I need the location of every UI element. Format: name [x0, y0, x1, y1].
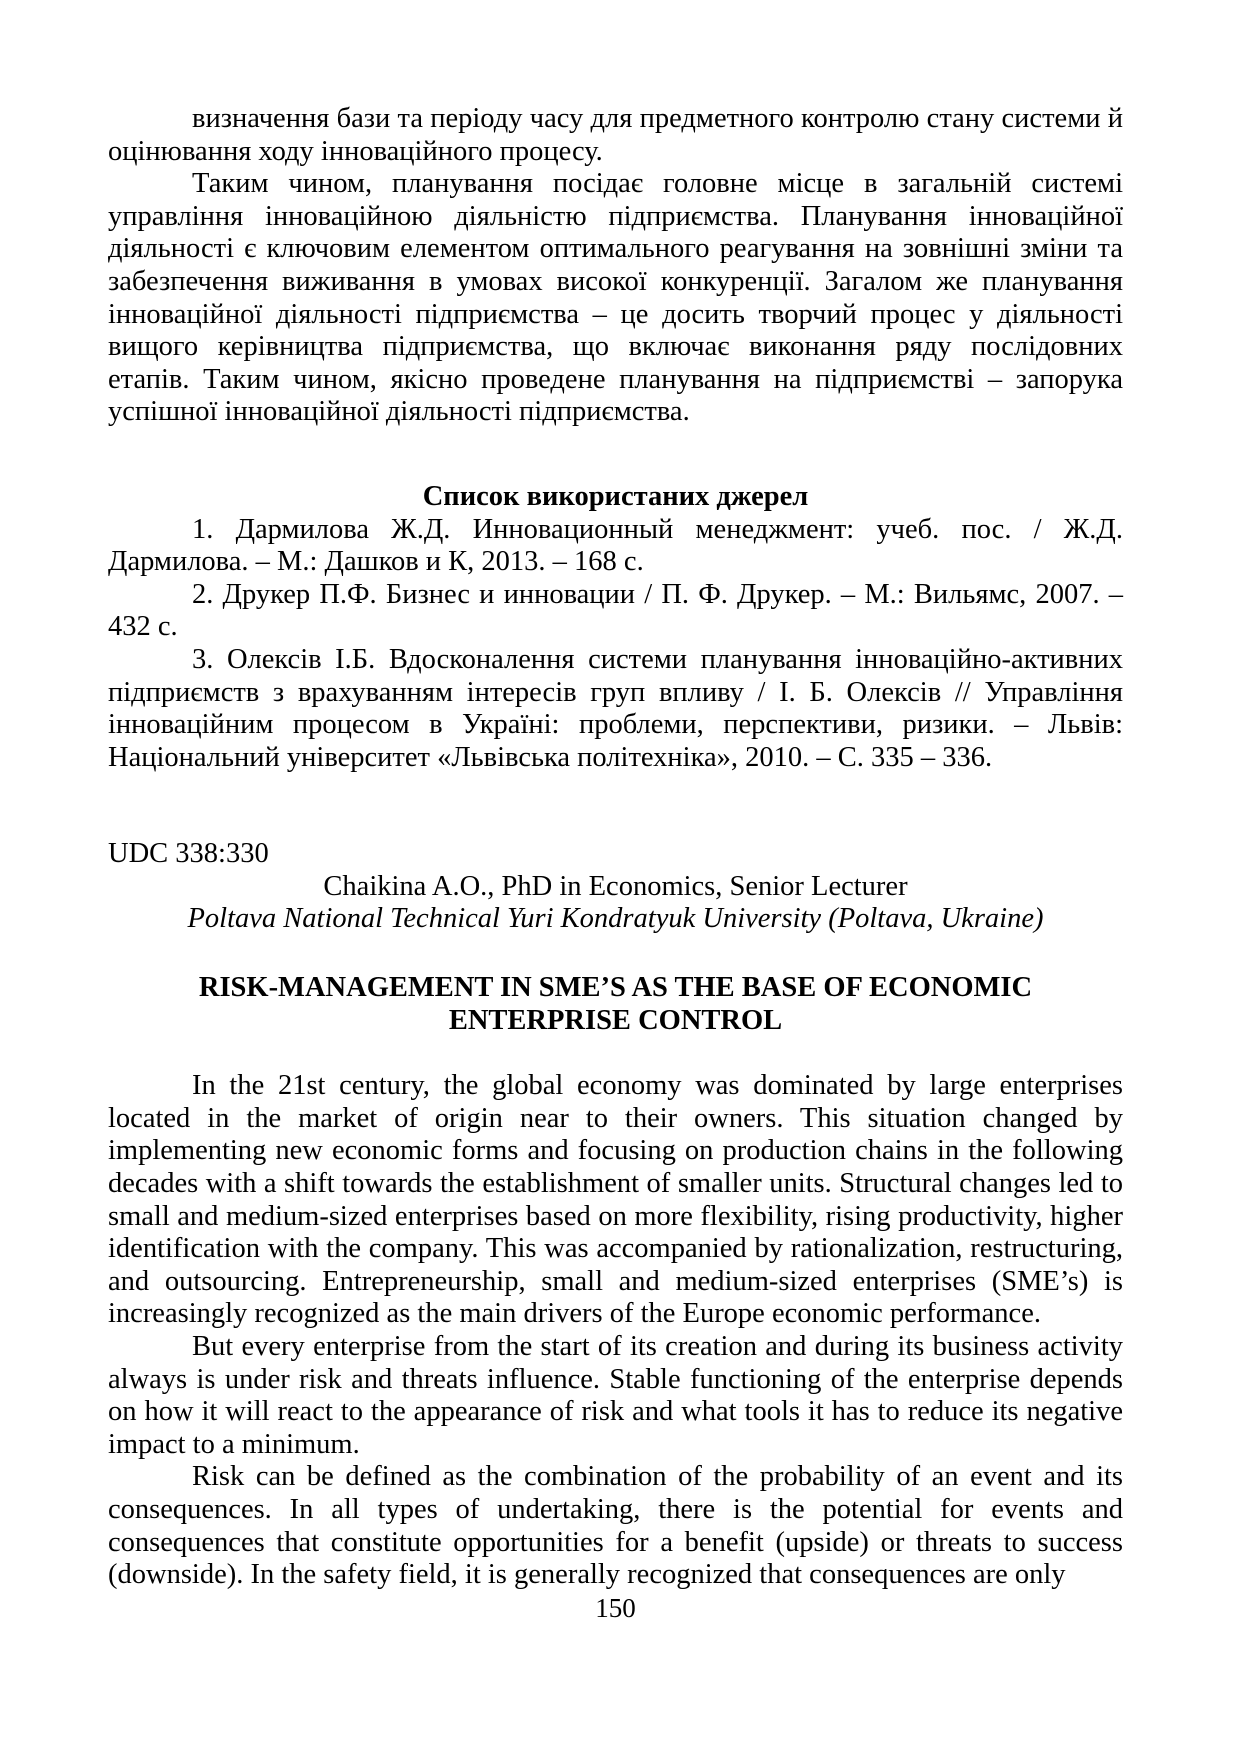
reference-item-2: 2. Друкер П.Ф. Бизнес и инновации / П. Ф. Друкер. – М.: Вильямс, 2007. – 432 с. — [108, 578, 1123, 643]
article-title: RISK-MANAGEMENT IN SME’S AS THE BASE OF ECONOMIC ENTERPRISE CONTROL — [198, 972, 1033, 1036]
reference-item-1: 1. Дармилова Ж.Д. Инновационный менеджмент: учеб. пос. / Ж.Д. Дармилова. – М.: Дашков и К, 2013. – 168 с. — [108, 513, 1123, 578]
article-author: Chaikina A.O., PhD in Economics, Senior Lecturer — [323, 870, 908, 902]
article-affiliation: Poltava National Technical Yuri Kondratyuk University (Poltava, Ukraine) — [187, 903, 1044, 935]
article-paragraph-3: Risk can be defined as the combination of the probability of an event and its consequences. In all types of undertaking, there is the potential for events and consequences that constitute opportunities for a benefit (upside) or threats to success (downside). In the safety field, it is generally recognized that consequences are only — [108, 1461, 1123, 1591]
intro-paragraph-planning: Таким чином, планування посідає головне місце в загальній системі управління інноваційною діяльністю підприємства. Планування інноваційної діяльності є ключовим елементом оптимального реагування на зовнішні зміни та забезпечення виживання в умовах високої конкуренції. Загалом же планування інноваційної діяльності підприємства – це досить творчий процес у діяльності вищого керівництва підприємства, що включає виконання ряду послідовних етапів. Таким чином, якісно проведене планування на підприємстві – запорука успішної інноваційної діяльності підприємства. — [108, 168, 1123, 428]
article-paragraph-1: In the 21st century, the global economy was dominated by large enterprises located in the market of origin near to their owners. This situation changed by implementing new economic forms and focusing on production chains in the following decades with a shift towards the establishment of smaller units. Structural changes led to small and medium-sized enterprises based on more flexibility, rising productivity, higher identification with the company. This was accompanied by rationalization, restructuring, and outsourcing. Entrepreneurship, small and medium-sized enterprises (SME’s) is increasingly recognized as the main drivers of the Europe economic performance. — [108, 1070, 1123, 1330]
reference-item-3: 3. Олексів І.Б. Вдосконалення системи планування інноваційно-активних підприємств з врахуванням інтересів груп впливу / І. Б. Олексів // Управління інноваційним процесом в Україні: проблеми, перспективи, ризики. – Львів: Національний університет «Львівська політехніка», 2010. – С. 335 – 336. — [108, 643, 1123, 773]
references-heading: Список використаних джерел — [422, 480, 809, 512]
intro-paragraph-continuation: визначення бази та періоду часу для предметного контролю стану системи й оцінювання ходу інноваційного процесу. — [108, 103, 1123, 167]
udc-code: UDC 338:330 — [108, 838, 269, 870]
page-number: 150 — [595, 1592, 636, 1623]
article-paragraph-2: But every enterprise from the start of its creation and during its business activity always is under risk and threats influence. Stable functioning of the enterprise depends on how it will react to the appearance of risk and what tools it has to reduce its negative impact to a minimum. — [108, 1331, 1123, 1460]
